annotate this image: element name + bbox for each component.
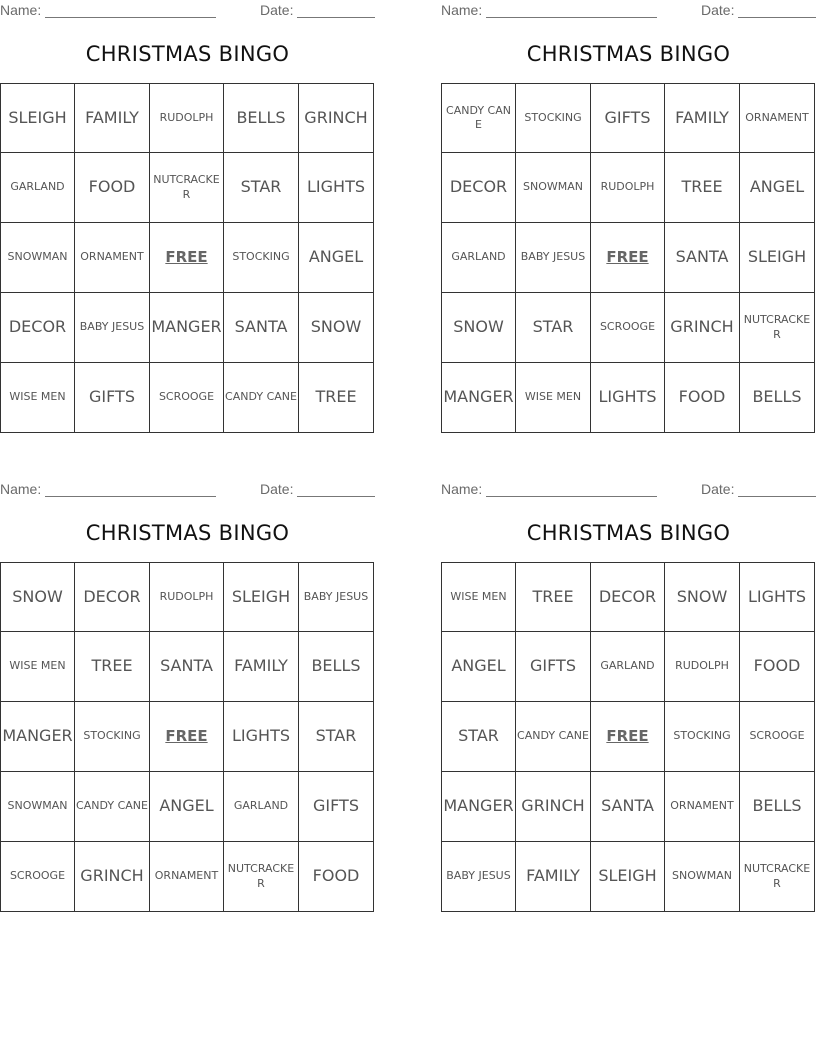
bingo-cell: SANTA — [591, 772, 665, 842]
bingo-cell: ANGEL — [740, 153, 815, 223]
bingo-cell: SNOWMAN — [516, 153, 591, 223]
bingo-cell: SCROOGE — [150, 363, 224, 433]
name-date-row — [0, 481, 375, 499]
bingo-cell: ORNAMENT — [665, 772, 740, 842]
bingo-cell: STOCKING — [665, 702, 740, 772]
bingo-cell: SNOW — [0, 562, 75, 632]
bingo-cell: CANDY CANE — [75, 772, 150, 842]
name-label: Name: — [441, 481, 483, 497]
bingo-cell: SLEIGH — [591, 842, 665, 912]
bingo-cell: BABY JESUS — [75, 293, 150, 363]
free-space: FREE — [591, 702, 665, 772]
bingo-cell: GARLAND — [224, 772, 299, 842]
bingo-cell: BELLS — [740, 772, 815, 842]
bingo-cell: DECOR — [591, 562, 665, 632]
bingo-cell: MANGER — [150, 293, 224, 363]
name-date-row — [441, 2, 816, 20]
bingo-cell: WISE MEN — [516, 363, 591, 433]
bingo-cell: DECOR — [441, 153, 516, 223]
bingo-cell: FAMILY — [224, 632, 299, 702]
bingo-cell: BABY JESUS — [441, 842, 516, 912]
bingo-cell: BELLS — [224, 83, 299, 153]
bingo-cell: FOOD — [665, 363, 740, 433]
bingo-card — [0, 479, 375, 924]
bingo-cell: SCROOGE — [0, 842, 75, 912]
bingo-cell: TREE — [665, 153, 740, 223]
free-space: FREE — [150, 223, 224, 293]
name-date-row — [0, 2, 375, 20]
bingo-cell: SCROOGE — [591, 293, 665, 363]
bingo-cell: MANGER — [0, 702, 75, 772]
bingo-cell: SLEIGH — [224, 562, 299, 632]
bingo-cell: LIGHTS — [299, 153, 374, 223]
bingo-cell: NUTCRACKER — [150, 153, 224, 223]
card-title: CHRISTMAS BINGO — [85, 42, 290, 66]
bingo-cell: BABY JESUS — [516, 223, 591, 293]
bingo-cell: SNOW — [299, 293, 374, 363]
card-title: CHRISTMAS BINGO — [526, 42, 731, 66]
bingo-cell: TREE — [516, 562, 591, 632]
bingo-cell: SNOW — [441, 293, 516, 363]
bingo-cell: LIGHTS — [224, 702, 299, 772]
date-label: Date: — [260, 481, 294, 497]
bingo-cell: LIGHTS — [740, 562, 815, 632]
bingo-cell: TREE — [75, 632, 150, 702]
bingo-cell: FOOD — [299, 842, 374, 912]
bingo-cell: SANTA — [665, 223, 740, 293]
bingo-cell: WISE MEN — [0, 632, 75, 702]
bingo-cell: SCROOGE — [740, 702, 815, 772]
bingo-cell: BELLS — [299, 632, 374, 702]
bingo-cell: RUDOLPH — [591, 153, 665, 223]
free-space: FREE — [591, 223, 665, 293]
bingo-cell: FOOD — [75, 153, 150, 223]
bingo-cell: FAMILY — [516, 842, 591, 912]
date-line — [738, 17, 816, 18]
bingo-cell: STOCKING — [75, 702, 150, 772]
bingo-cell: WISE MEN — [441, 562, 516, 632]
bingo-cell: TREE — [299, 363, 374, 433]
bingo-cell: RUDOLPH — [665, 632, 740, 702]
bingo-cell: GIFTS — [299, 772, 374, 842]
bingo-cell: NUTCRACKER — [740, 293, 815, 363]
bingo-cell: SLEIGH — [740, 223, 815, 293]
bingo-cell: MANGER — [441, 772, 516, 842]
bingo-card — [441, 479, 816, 924]
bingo-grid — [441, 83, 816, 433]
bingo-cell: LIGHTS — [591, 363, 665, 433]
bingo-cell: FAMILY — [665, 83, 740, 153]
date-line — [297, 496, 375, 497]
bingo-cell: NUTCRACKER — [740, 842, 815, 912]
free-space: FREE — [150, 702, 224, 772]
card-title: CHRISTMAS BINGO — [85, 521, 290, 545]
bingo-cell: GIFTS — [516, 632, 591, 702]
bingo-cell: RUDOLPH — [150, 562, 224, 632]
bingo-cell: DECOR — [75, 562, 150, 632]
bingo-cell: SLEIGH — [0, 83, 75, 153]
bingo-cell: BELLS — [740, 363, 815, 433]
bingo-cell: STOCKING — [516, 83, 591, 153]
bingo-cell: CANDY CANE — [516, 702, 591, 772]
date-label: Date: — [701, 481, 735, 497]
bingo-cell: SNOWMAN — [0, 223, 75, 293]
name-line — [45, 17, 216, 18]
bingo-cell: ANGEL — [299, 223, 374, 293]
bingo-cell: ANGEL — [441, 632, 516, 702]
date-label: Date: — [260, 2, 294, 18]
bingo-card — [441, 0, 816, 445]
bingo-cell: BABY JESUS — [299, 562, 374, 632]
name-line — [486, 496, 657, 497]
bingo-cell: SANTA — [224, 293, 299, 363]
bingo-cell: SANTA — [150, 632, 224, 702]
bingo-cell: STAR — [516, 293, 591, 363]
bingo-cell: ANGEL — [150, 772, 224, 842]
bingo-cell: CANDY CANE — [441, 83, 516, 153]
bingo-cell: SNOWMAN — [0, 772, 75, 842]
bingo-cell: CANDY CANE — [224, 363, 299, 433]
bingo-cell: FAMILY — [75, 83, 150, 153]
bingo-cell: STOCKING — [224, 223, 299, 293]
bingo-cell: GRINCH — [75, 842, 150, 912]
name-label: Name: — [0, 481, 42, 497]
bingo-cell: STAR — [224, 153, 299, 223]
bingo-cell: GRINCH — [665, 293, 740, 363]
bingo-cell: SNOWMAN — [665, 842, 740, 912]
bingo-cell: GARLAND — [0, 153, 75, 223]
bingo-grid — [0, 562, 375, 912]
bingo-cell: GRINCH — [299, 83, 374, 153]
bingo-cell: ORNAMENT — [75, 223, 150, 293]
name-line — [45, 496, 216, 497]
name-date-row — [441, 481, 816, 499]
bingo-cell: GARLAND — [591, 632, 665, 702]
bingo-cell: GARLAND — [441, 223, 516, 293]
bingo-cell: GIFTS — [591, 83, 665, 153]
bingo-cell: STAR — [441, 702, 516, 772]
bingo-cell: MANGER — [441, 363, 516, 433]
date-line — [297, 17, 375, 18]
bingo-cell: ORNAMENT — [740, 83, 815, 153]
bingo-cell: FOOD — [740, 632, 815, 702]
bingo-cell: STAR — [299, 702, 374, 772]
date-line — [738, 496, 816, 497]
bingo-cell: ORNAMENT — [150, 842, 224, 912]
date-label: Date: — [701, 2, 735, 18]
name-line — [486, 17, 657, 18]
bingo-cell: WISE MEN — [0, 363, 75, 433]
bingo-cell: DECOR — [0, 293, 75, 363]
bingo-grid — [0, 83, 375, 433]
name-label: Name: — [0, 2, 42, 18]
bingo-cell: SNOW — [665, 562, 740, 632]
bingo-cell: GIFTS — [75, 363, 150, 433]
bingo-cell: NUTCRACKER — [224, 842, 299, 912]
bingo-grid — [441, 562, 816, 912]
bingo-card — [0, 0, 375, 445]
bingo-cell: RUDOLPH — [150, 83, 224, 153]
card-title: CHRISTMAS BINGO — [526, 521, 731, 545]
name-label: Name: — [441, 2, 483, 18]
bingo-cell: GRINCH — [516, 772, 591, 842]
